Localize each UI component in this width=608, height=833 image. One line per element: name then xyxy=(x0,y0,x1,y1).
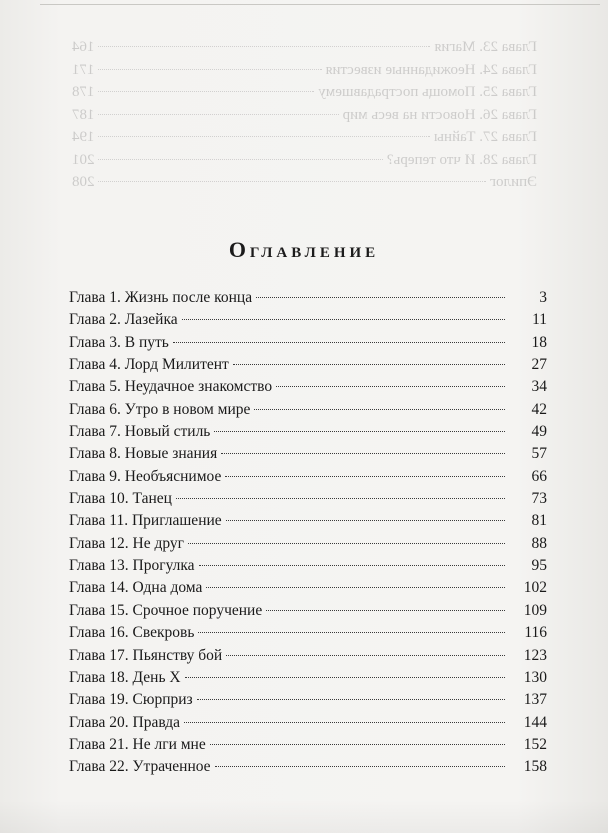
dot-leader xyxy=(226,520,505,521)
ghost-title: Глава 23. Магия xyxy=(434,39,537,55)
ghost-leader xyxy=(99,136,430,137)
toc-entry-page: 109 xyxy=(523,601,547,619)
toc-entry xyxy=(69,577,547,599)
toc-entry-title: Глава 16. Свекровь xyxy=(69,624,195,642)
dot-leader xyxy=(173,342,505,343)
toc-entry xyxy=(69,756,547,778)
dot-leader xyxy=(176,498,505,499)
toc-entry xyxy=(69,421,547,443)
ghost-row xyxy=(72,104,537,126)
dot-leader xyxy=(256,297,505,298)
ghost-leader xyxy=(99,181,486,182)
ghost-page: 164 xyxy=(72,39,95,55)
toc-entry xyxy=(69,376,547,398)
toc-entry xyxy=(69,667,547,689)
dot-leader xyxy=(198,632,505,633)
toc-entry xyxy=(69,287,547,309)
dot-leader xyxy=(197,699,505,700)
toc-entry xyxy=(69,600,547,622)
toc-entry-page: 95 xyxy=(531,557,547,575)
ghost-row xyxy=(72,59,537,81)
ghost-row xyxy=(72,126,537,148)
toc-entry xyxy=(69,510,547,532)
toc-entry-title: Глава 8. Новые знания xyxy=(69,445,218,463)
dot-leader xyxy=(276,386,505,387)
toc-entry-page: 152 xyxy=(523,735,547,753)
dot-leader xyxy=(199,565,505,566)
ghost-row xyxy=(72,171,537,193)
ghost-row xyxy=(72,81,537,103)
toc-entry xyxy=(69,399,547,421)
toc-entry-title: Глава 17. Пьянству бой xyxy=(69,646,223,664)
ghost-page: 208 xyxy=(72,174,95,190)
toc-entry xyxy=(69,332,547,354)
ghost-leader xyxy=(99,114,339,115)
toc-entry-page: 88 xyxy=(531,534,547,552)
ghost-leader xyxy=(99,159,383,160)
toc-entry-title: Глава 13. Прогулка xyxy=(69,557,195,575)
toc-entry-page: 3 xyxy=(539,289,547,306)
ghost-leader xyxy=(99,91,315,92)
toc-entry-title: Глава 2. Лазейка xyxy=(69,311,178,329)
toc-entry-page: 73 xyxy=(531,490,547,508)
toc-entry-page: 81 xyxy=(531,512,547,530)
dot-leader xyxy=(206,587,505,588)
toc-entry-page: 144 xyxy=(523,713,547,731)
ghost-title: Глава 24. Неожиданные известия xyxy=(325,61,537,78)
dot-leader xyxy=(266,610,505,611)
ghost-row xyxy=(72,149,537,171)
toc-entry-page: 116 xyxy=(524,624,547,642)
toc-entry-page: 102 xyxy=(523,579,547,597)
ghost-row xyxy=(72,36,537,58)
toc-entry-title: Глава 22. Утраченное xyxy=(69,758,211,776)
toc-entry xyxy=(69,443,547,465)
dot-leader xyxy=(254,409,505,410)
toc-entry-page: 34 xyxy=(531,378,547,396)
toc-entry-page: 66 xyxy=(531,467,547,485)
toc-entry-page: 130 xyxy=(523,668,547,686)
toc-entry-title: Глава 15. Срочное поручение xyxy=(69,601,263,619)
ghost-title: Глава 26. Новости на весь мир xyxy=(342,106,537,123)
toc-entry xyxy=(69,533,547,555)
toc-entry-title: Глава 11. Приглашение xyxy=(69,512,222,530)
ghost-page: 178 xyxy=(72,84,95,100)
dot-leader xyxy=(233,364,505,365)
toc-entry-title: Глава 3. В путь xyxy=(69,333,169,351)
dot-leader xyxy=(210,744,505,745)
toc-entry-title: Глава 20. Правда xyxy=(69,713,181,731)
toc-entry-title: Глава 21. Не лги мне xyxy=(69,735,206,753)
dot-leader xyxy=(226,655,505,656)
ghost-title: Глава 25. Помощь пострадавшему xyxy=(318,84,537,100)
toc-entry xyxy=(69,734,547,756)
dot-leader xyxy=(184,722,505,723)
toc-entry-title: Глава 7. Новый стиль xyxy=(69,423,211,441)
dot-leader xyxy=(225,476,505,477)
toc-entry-title: Глава 1. Жизнь после конца xyxy=(69,289,253,306)
toc-entry-page: 49 xyxy=(531,423,547,441)
dot-leader xyxy=(221,453,505,454)
page-shadow xyxy=(0,800,608,833)
toc-entry-title: Глава 10. Танец xyxy=(69,490,172,508)
toc-entry-page: 158 xyxy=(523,758,547,776)
toc-entry xyxy=(69,622,547,644)
top-rule xyxy=(40,4,600,5)
toc-entry-page: 57 xyxy=(531,445,547,463)
toc-entry-title: Глава 12. Не друг xyxy=(69,534,185,552)
dot-leader xyxy=(214,431,505,432)
toc-entry-title: Глава 19. Сюрприз xyxy=(69,691,193,709)
ghost-leader xyxy=(99,46,431,47)
ghost-title: Эпилог xyxy=(489,174,537,190)
toc-entry-title: Глава 4. Лорд Милитент xyxy=(69,356,229,374)
page-title: Оглавление xyxy=(228,237,380,262)
toc-entry-page: 42 xyxy=(531,400,547,418)
toc-entry-page: 123 xyxy=(523,646,547,664)
toc-entry-title: Глава 6. Утро в новом мире xyxy=(69,400,251,418)
toc-entry-title: Глава 5. Неудачное знакомство xyxy=(69,378,273,396)
toc-entry xyxy=(69,309,547,331)
toc-entry xyxy=(69,712,547,734)
ghost-page: 194 xyxy=(72,129,95,145)
toc-entry xyxy=(69,354,547,376)
ghost-page: 187 xyxy=(72,106,95,123)
dot-leader xyxy=(182,319,505,320)
dot-leader xyxy=(188,543,505,544)
toc-entry-page: 18 xyxy=(531,333,547,351)
ghost-page: 171 xyxy=(72,61,95,78)
toc-entry xyxy=(69,689,547,711)
toc-entry xyxy=(69,466,547,488)
ghost-title: Глава 28. И что теперь? xyxy=(386,151,537,168)
toc-entry-page: 137 xyxy=(523,691,547,709)
toc-entry-page: 27 xyxy=(531,356,547,374)
table-of-contents xyxy=(69,287,547,779)
dot-leader xyxy=(185,677,505,678)
toc-entry-page: 11 xyxy=(532,311,547,329)
toc-entry xyxy=(69,555,547,577)
ghost-leader xyxy=(99,69,322,70)
toc-entry-title: Глава 18. День Х xyxy=(69,668,181,686)
ghost-title: Глава 27. Тайны xyxy=(433,129,537,145)
dot-leader xyxy=(215,766,505,767)
toc-entry-title: Глава 9. Необъяснимое xyxy=(69,467,222,485)
toc-entry-title: Глава 14. Одна дома xyxy=(69,579,203,597)
toc-entry xyxy=(69,488,547,510)
toc-entry xyxy=(69,645,547,667)
ghost-page: 201 xyxy=(72,151,95,168)
